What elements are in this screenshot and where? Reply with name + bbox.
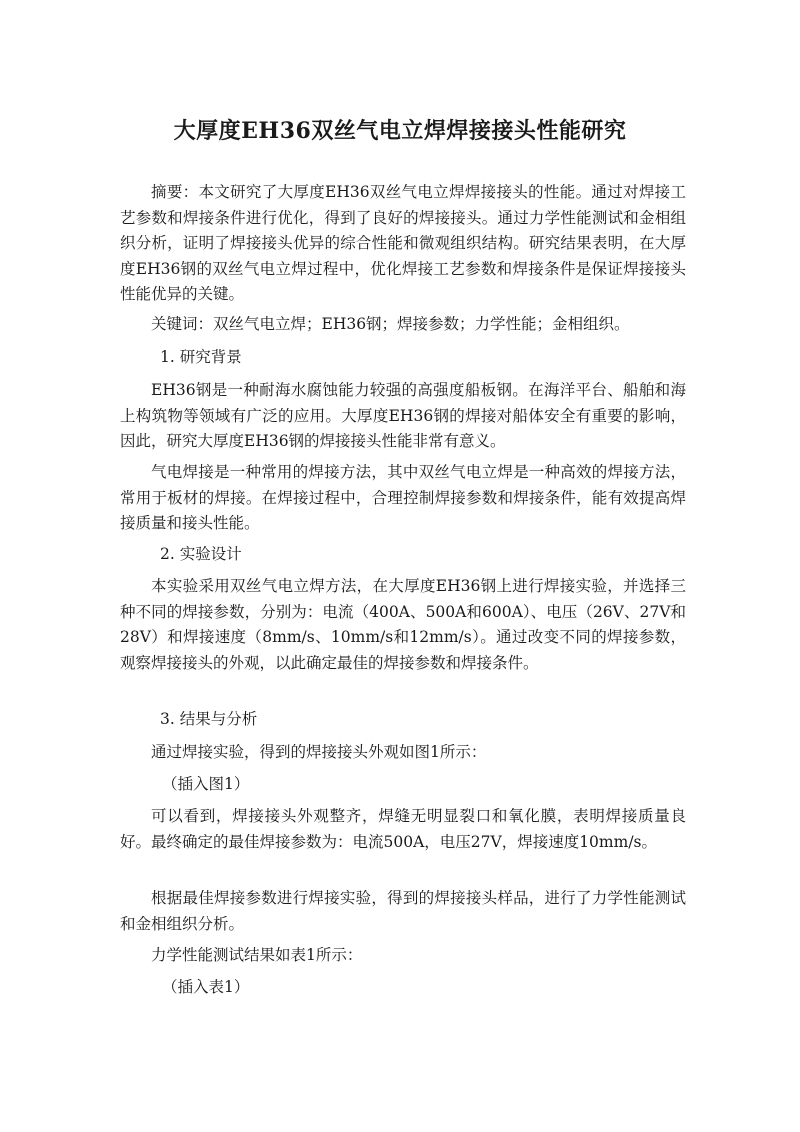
- results-paragraph-2: 可以看到，焊接接头外观整齐，焊缝无明显裂口和氧化膜，表明焊接质量良好。最终确定的最佳焊接参数为：电流500A，电压27V，焊接速度10mm/s。: [120, 807, 686, 851]
- background-paragraph-2: 气电焊接是一种常用的焊接方法，其中双丝气电立焊是一种高效的焊接方法，常用于板材的焊接。在焊接过程中，合理控制焊接参数和焊接条件，能有效提高焊接质量和接头性能。: [120, 463, 686, 532]
- background-paragraph-1: EH36钢是一种耐海水腐蚀能力较强的高强度船板钢。在海洋平台、船舶和海上构筑物等领域有广泛的应用。大厚度EH36钢的焊接对船体安全有重要的影响，因此，研究大厚度EH36钢的焊接接头性能非常有意义。: [120, 381, 686, 450]
- results-paragraph-3: 根据最佳焊接参数进行焊接实验，得到的焊接接头样品，进行了力学性能测试和金相组织分析。: [120, 889, 686, 933]
- table-placeholder: （插入表1）: [162, 978, 250, 996]
- keywords-paragraph: 关键词：双丝气电立焊；EH36钢；焊接参数；力学性能；金相组织。: [151, 315, 630, 333]
- abstract-paragraph: 摘要：本文研究了大厚度EH36双丝气电立焊焊接接头的性能。通过对焊接工艺参数和焊接条件进行优化，得到了良好的焊接接头。通过力学性能测试和金相组织分析，证明了焊接接头优异的综合性能和微观组织结构。研究结果表明，在大厚度EH36钢的双丝气电立焊过程中，优化焊接工艺参数和焊接条件是保证焊接接头性能优异的关键。: [120, 183, 686, 303]
- section-heading-results: 3. 结果与分析: [160, 710, 258, 728]
- section-heading-background: 1. 研究背景: [160, 348, 242, 366]
- results-paragraph-1: 通过焊接实验，得到的焊接接头外观如图1所示：: [151, 743, 487, 761]
- document-title: 大厚度EH36双丝气电立焊焊接接头性能研究: [173, 118, 627, 144]
- experiment-paragraph: 本实验采用双丝气电立焊方法，在大厚度EH36钢上进行焊接实验，并选择三种不同的焊接参数，分别为：电流（400A、500A和600A）、电压（26V、27V和28V）和焊接速度（8mm/s、10mm/s和12mm/s）。通过改变不同的焊接参数，观察焊接接头的外观，以此确定最佳的焊接参数和焊接条件。: [120, 577, 686, 672]
- section-heading-experiment: 2. 实验设计: [160, 545, 242, 563]
- results-paragraph-4: 力学性能测试结果如表1所示：: [151, 946, 363, 964]
- figure-placeholder: （插入图1）: [162, 775, 250, 793]
